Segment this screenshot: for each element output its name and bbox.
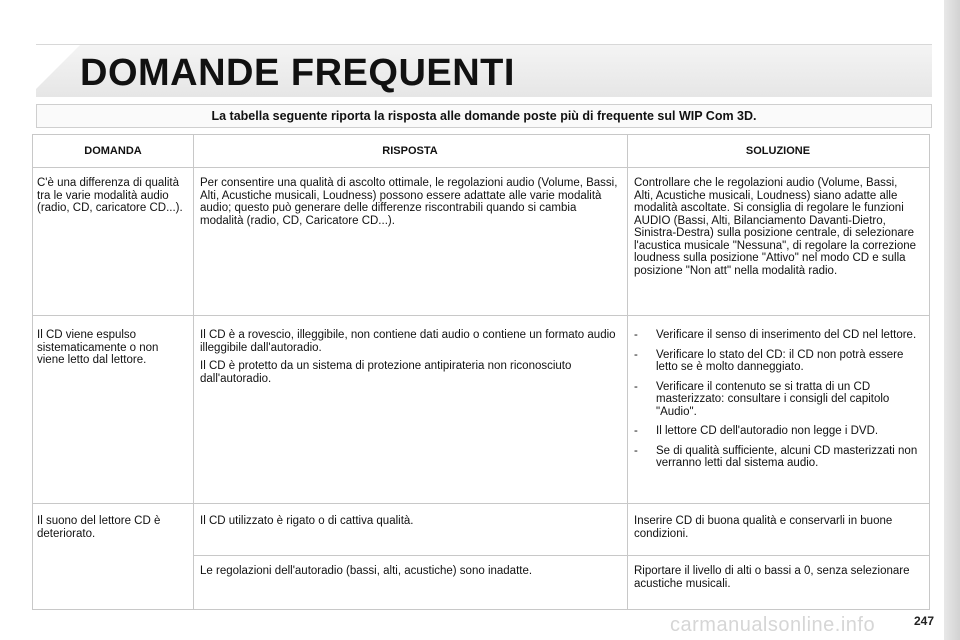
solution-bullet	[634, 425, 919, 438]
header-answer: RISPOSTA	[382, 145, 438, 157]
row2-answer-text-1: Il CD è a rovescio, illeggibile, non contiene dati audio o contiene un formato audio illeggibile dall'autoradio.	[200, 329, 616, 354]
row1-answer-text: Per consentire una qualità di ascolto ottimale, le regolazioni audio (Volume, Bassi, Alti, Acustiche musicali, Loudness) possono essere adattate alle varie modalità audio; questo può generare delle differenze riscontrabili quando si cambia modalità (radio, CD, Caricatore CD...).	[200, 177, 618, 227]
row3-answer-1: Il CD utilizzato è rigato o di cattiva qualità.	[200, 515, 414, 527]
column-divider	[193, 135, 194, 609]
bullet-dash: -	[634, 329, 638, 341]
row1-answer	[200, 177, 620, 233]
bullet-dash: -	[634, 348, 638, 361]
row3-answer-2: Le regolazioni dell'autoradio (bassi, alti, acustiche) sono inadatte.	[200, 565, 533, 577]
row3-question: Il suono del lettore CD è deteriorato.	[37, 515, 161, 540]
row-divider	[33, 315, 929, 316]
row3-solution-1: Inserire CD di buona qualità e conservarli in buone condizioni.	[634, 515, 893, 540]
row2-question: Il CD viene espulso sistematicamente o non viene letto dal lettore.	[37, 329, 159, 366]
header-divider	[33, 167, 929, 168]
page-edge-tab	[944, 0, 960, 640]
subrow-divider	[193, 555, 929, 556]
bullet-text: Verificare il senso di inserimento del CD nel lettore.	[656, 329, 917, 341]
solution-bullet	[634, 349, 919, 374]
solution-bullet	[634, 445, 919, 470]
solution-bullet	[634, 381, 919, 419]
banner-corner	[36, 45, 80, 89]
watermark: carmanualsonline.info	[670, 614, 876, 636]
page-title: DOMANDE FREQUENTI	[80, 52, 515, 94]
row2-solution	[634, 329, 919, 477]
bullet-dash: -	[634, 444, 638, 457]
header-question: DOMANDA	[84, 145, 142, 157]
row1-question: C'è una differenza di qualità tra le varie modalità audio (radio, CD, caricatore CD...).	[37, 177, 183, 214]
row1-solution: Controllare che le regolazioni audio (Volume, Bassi, Alti, Acustiche musicali, Loudness) siano adatte alle modalità ascoltate. Si consiglia di regolare le funzioni AUDIO (Bassi, Alti, Bilanciamento Davanti-Dietro, Sinistra-Destra) sulla posizione centrale, di selezionare l'acustica musicale "Nessuna", di regolare la correzione loudness sulla posizione "Attivo" nel modo CD e sulla posizione "Non att" nella modalità radio.	[634, 177, 917, 277]
column-divider	[627, 135, 628, 609]
faq-table	[32, 134, 930, 610]
header-solution: SOLUZIONE	[745, 145, 811, 157]
bullet-text: Il lettore CD dell'autoradio non legge i DVD.	[656, 425, 879, 437]
bullet-text: Verificare lo stato del CD: il CD non potrà essere letto se è molto danneggiato.	[656, 348, 904, 373]
solution-bullet	[634, 329, 919, 342]
row2-answer	[200, 329, 620, 391]
intro-text: La tabella seguente riporta la risposta alle domande poste più di frequente sul WIP Com 3D.	[36, 104, 932, 128]
bullet-text: Se di qualità sufficiente, alcuni CD masterizzati non verranno letti dal sistema audio.	[656, 444, 918, 469]
row-divider	[33, 503, 929, 504]
bullet-text: Verificare il contenuto se si tratta di un CD masterizzato: consultare i consigli del capitolo "Audio".	[656, 380, 890, 418]
row2-answer-text-2: Il CD è protetto da un sistema di protezione antipirateria non riconosciuto dall'autoradio.	[200, 360, 572, 385]
row3-solution-2: Riportare il livello di alti o bassi a 0, senza selezionare acustiche musicali.	[634, 565, 910, 590]
bullet-dash: -	[634, 425, 638, 437]
page-number: 247	[913, 614, 934, 628]
bullet-dash: -	[634, 380, 638, 393]
